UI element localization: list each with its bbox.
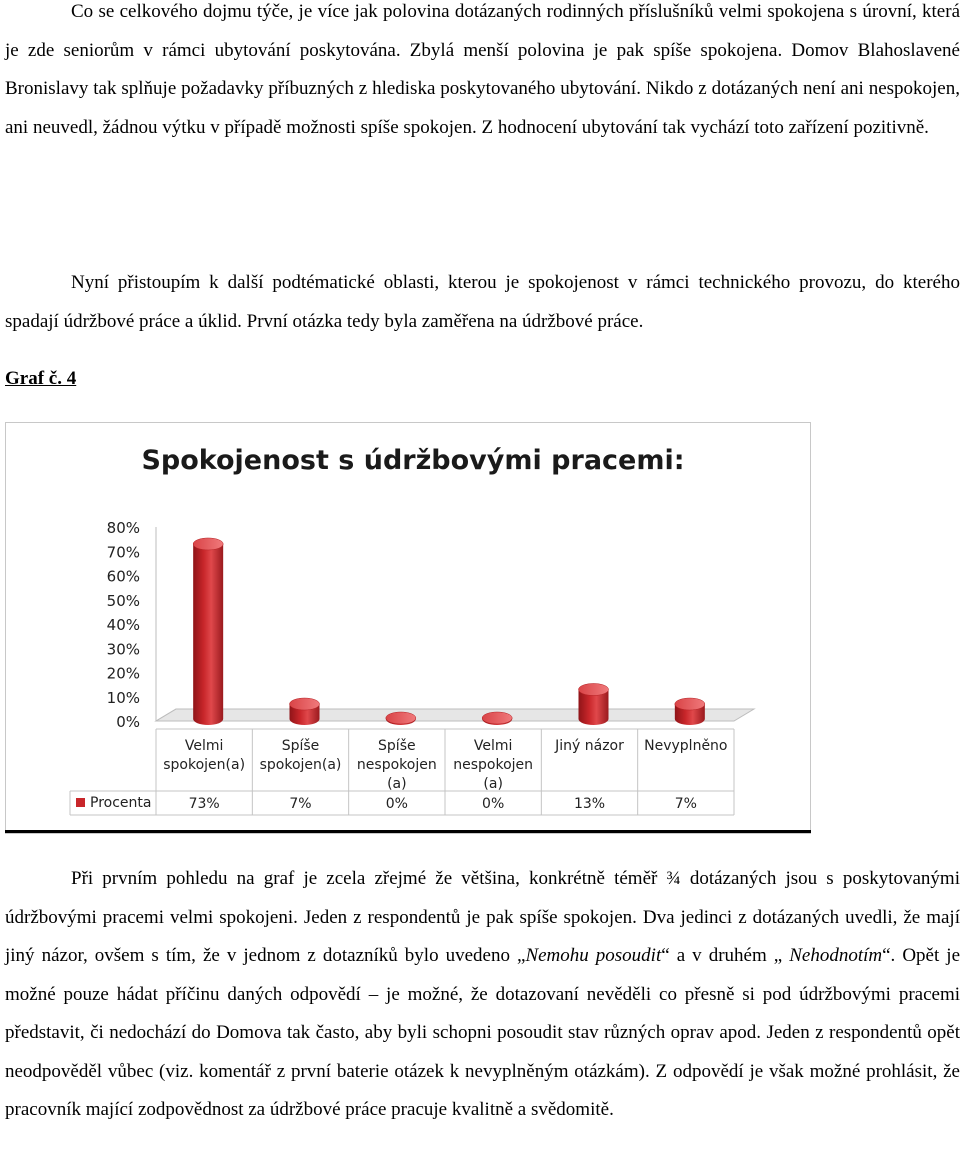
legend-swatch	[76, 798, 85, 807]
bar-top	[675, 698, 705, 710]
chart-title: Spokojenost s údržbovými pracemi:	[141, 445, 685, 476]
legend-label: Procenta	[90, 795, 152, 811]
category-label: (a)	[483, 776, 503, 792]
y-tick-label: 40%	[106, 616, 140, 634]
bar-chart	[6, 423, 810, 833]
category-label: Spíše	[378, 738, 416, 754]
y-tick-label: 30%	[106, 640, 140, 659]
bar-top	[193, 538, 223, 550]
y-tick-label: 70%	[106, 543, 140, 562]
paragraph-text: Co se celkového dojmu týče, je více jak polovina dotázaných rodinných příslušníků velmi spokojena s úrovní, která je zde seniorům v rámci ubytování poskytována. Zbylá menší polovina je pak spíše spokojena. Domov Blahoslavené Bronislavy tak splňuje požadavky příbuzných z hlediska poskytovaného ubytování. Nikdo z dotázaných není ani nespokojen, ani neuvedl, žádnou výtku v případě možnosti spíše spokojen. Z hodnocení ubytování tak vychází toto zařízení pozitivně.	[5, 1, 960, 138]
category-label: Jiný názor	[555, 738, 624, 754]
bar-top	[579, 683, 609, 695]
text-run: “. Opět je možné pouze hádat příčinu daných odpovědí – je možné, že dotazovaní nevěděli co přesně si pod údržbovými pracemi představit, či nedochází do Domova tak často, aby byli schopni posoudit stav různých oprav apod. Jeden z respondentů opět neodpověděl vůbec (viz. komentář z první baterie otázek k nevyplněným otázkám). Z odpovědí je však možné prohlásit, že pracovník mající zodpovědnost za údržbové práce pracuje kvalitně a svědomitě.	[5, 945, 960, 1120]
italic-text-run: Nehodnotím	[789, 945, 883, 966]
data-value-label: 73%	[188, 796, 220, 812]
chart-bottom-border	[5, 830, 811, 833]
bar-top	[482, 712, 512, 724]
data-value-label: 7%	[674, 796, 697, 812]
paragraph-chart-interpretation	[5, 860, 960, 1130]
y-tick-label: 10%	[106, 688, 140, 707]
category-label: Velmi	[473, 738, 513, 754]
category-label: nespokojen	[453, 757, 534, 773]
category-label: nespokojen	[356, 757, 437, 773]
y-tick-label: 60%	[106, 567, 140, 586]
text-run: Při prvním pohledu na graf je zcela zřejmé že většina, konkrétně téměř ¾ dotázaných jsou s poskytovanými údržbovými pracemi velmi spokojeni. Jeden z respondentů je pak spíše spokojen. Dva jedinci z dotázaných uvedli, že mají jiný názor, ovšem s tím, že v jednom z dotazníků bylo uvedeno „	[5, 868, 960, 966]
bar-top	[386, 712, 416, 724]
bar	[193, 544, 223, 725]
category-label: spokojen(a)	[259, 757, 342, 773]
y-tick-label: 50%	[106, 591, 140, 610]
paragraph-text: Nyní přistoupím k další podtématické oblasti, kterou je spokojenost v rámci technického provozu, do kterého spadají údržbové práce a úklid. První otázka tedy byla zaměřena na údržbové práce.	[5, 272, 960, 332]
paragraph-technical-intro	[5, 264, 960, 341]
y-tick-label: 0%	[116, 713, 140, 731]
category-label: (a)	[387, 776, 407, 792]
category-label: spokojen(a)	[163, 757, 246, 773]
chart-frame	[5, 422, 811, 834]
italic-text-run: Nemohu posoudit	[525, 945, 662, 966]
bar-top	[290, 698, 320, 710]
y-tick-label: 20%	[106, 664, 140, 683]
data-value-label: 0%	[482, 796, 505, 812]
category-label: Spíše	[281, 738, 320, 754]
data-value-label: 7%	[289, 796, 312, 812]
category-label: Velmi	[184, 738, 224, 754]
chart-floor	[156, 709, 754, 721]
graph-label: Graf č. 4	[5, 368, 77, 389]
data-value-label: 0%	[385, 796, 408, 812]
category-label: Nevyplněno	[644, 738, 728, 754]
plot-area	[70, 519, 754, 815]
paragraph-accommodation-summary	[5, 0, 960, 147]
y-tick-label: 80%	[106, 519, 140, 537]
data-value-label: 13%	[573, 796, 606, 812]
paragraph-text	[5, 860, 960, 1130]
text-run: “ a v druhém „	[661, 945, 790, 966]
